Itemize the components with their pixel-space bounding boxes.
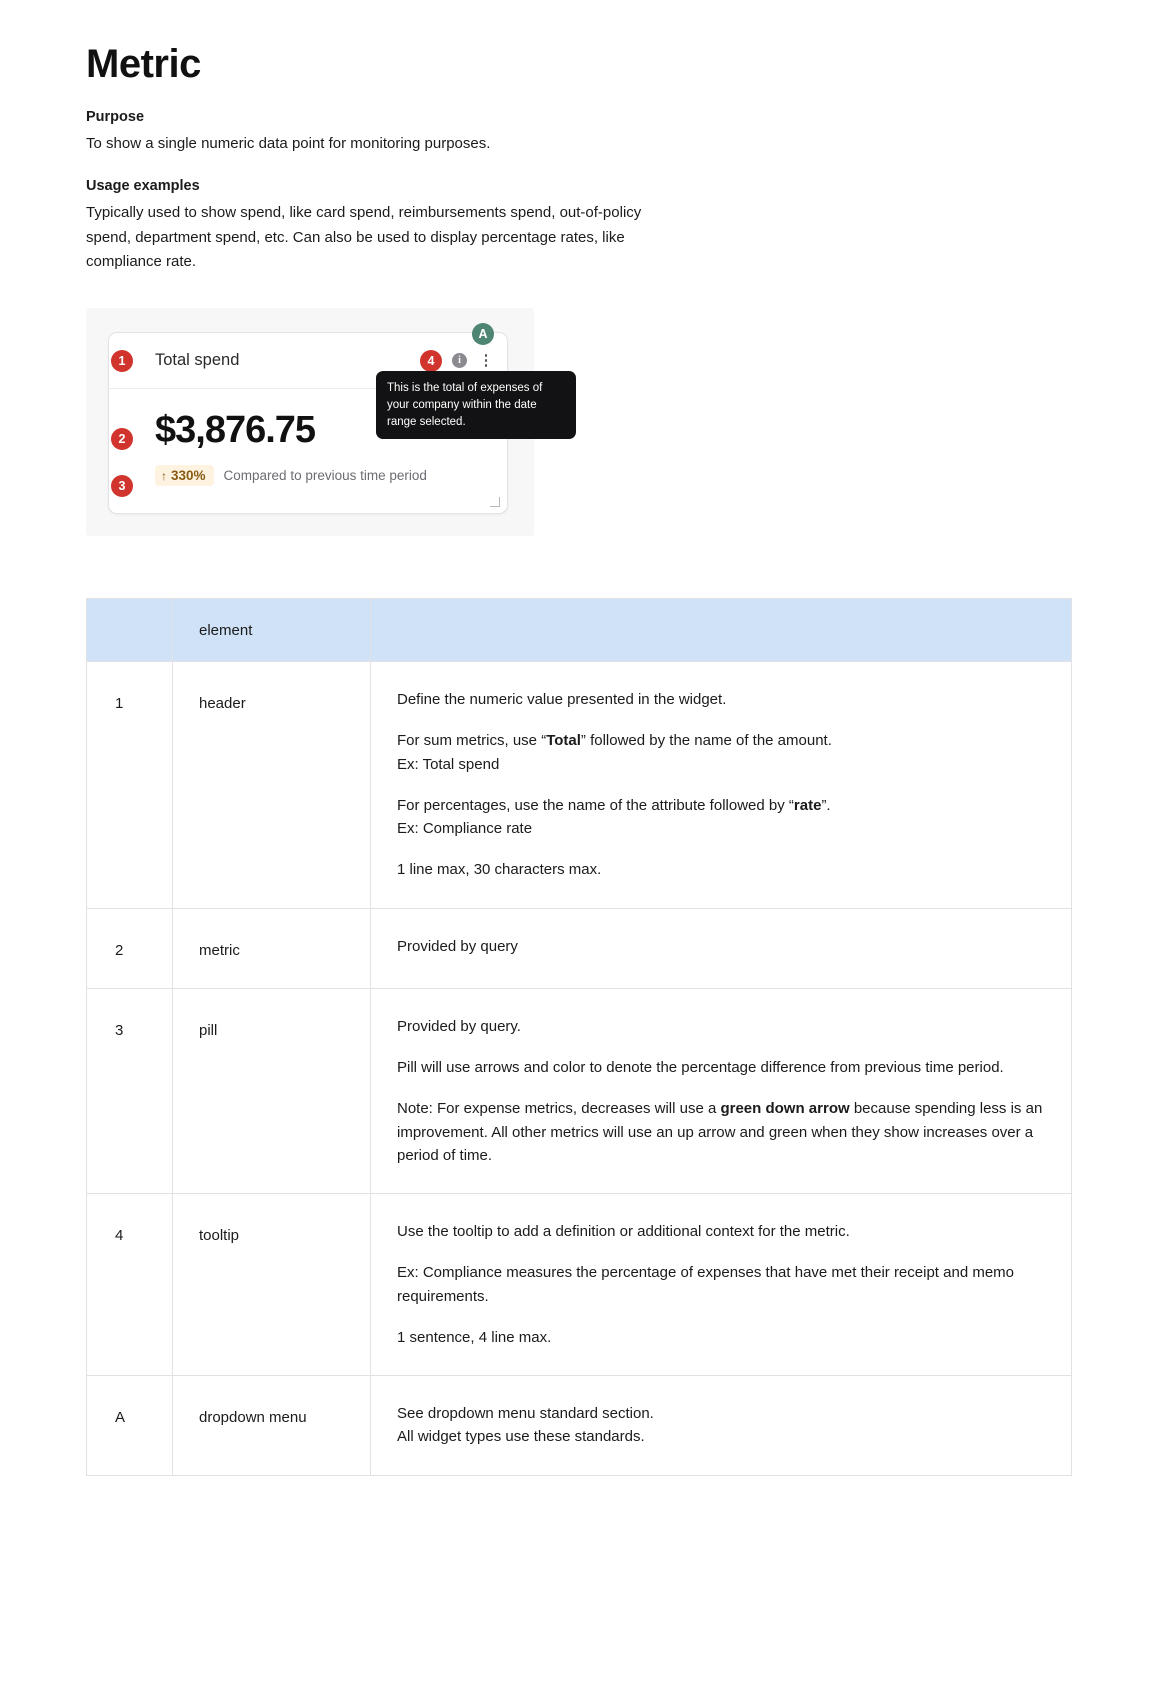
column-header-index <box>87 599 173 662</box>
table-row <box>87 988 1072 1193</box>
column-header-description <box>371 599 1072 662</box>
desc-paragraph: All widget types use these standards. <box>397 1428 645 1446</box>
desc-paragraph: 1 line max, 30 characters max. <box>397 861 602 879</box>
arrow-up-icon: ↑ <box>161 468 167 483</box>
widget-header-icons <box>452 353 493 369</box>
column-header-element: element <box>173 599 371 662</box>
row-element: pill <box>173 988 371 1193</box>
purpose-body: To show a single numeric data point for monitoring purposes. <box>86 135 491 152</box>
row-index: 4 <box>87 1194 173 1376</box>
table-row <box>87 1194 1072 1376</box>
kebab-menu-icon[interactable] <box>479 353 493 369</box>
example-widget-container <box>86 308 543 536</box>
callout-badge-3: 3 <box>111 475 133 497</box>
purpose-label: Purpose <box>86 109 145 125</box>
row-element: tooltip <box>173 1194 371 1376</box>
row-element: metric <box>173 908 371 988</box>
desc-paragraph: Pill will use arrows and color to denote the percentage difference from previous time period. <box>397 1059 1004 1077</box>
row-description <box>371 988 1072 1193</box>
callout-badge-4: 4 <box>420 350 442 372</box>
row-index: 3 <box>87 988 173 1193</box>
change-pill <box>155 465 214 486</box>
desc-paragraph: Provided by query. <box>397 1017 521 1035</box>
usage-examples-label: Usage examples <box>86 178 200 195</box>
row-description <box>371 908 1072 988</box>
desc-paragraph: For percentages, use the name of the attribute followed by “rate”. <box>397 796 831 814</box>
row-index: 1 <box>87 662 173 909</box>
desc-paragraph: For sum metrics, use “Total” followed by the name of the amount. <box>397 732 832 750</box>
row-description <box>371 1376 1072 1476</box>
desc-paragraph: 1 sentence, 4 line max. <box>397 1328 552 1346</box>
desc-paragraph: Use the tooltip to add a definition or additional context for the metric. <box>397 1223 850 1241</box>
row-element: header <box>173 662 371 909</box>
row-description <box>371 1194 1072 1376</box>
table-row <box>87 908 1072 988</box>
usage-examples-body: Typically used to show spend, like card spend, reimbursements spend, out-of-policy spend, department spend, etc. Can also be used to display percentage rates, like compliance rate. <box>86 204 642 270</box>
page-title: Metric <box>86 42 201 86</box>
pill-caption: Compared to previous time period <box>223 468 427 484</box>
desc-paragraph: Ex: Compliance rate <box>397 820 533 838</box>
info-icon[interactable]: i <box>452 353 467 368</box>
row-index: A <box>87 1376 173 1476</box>
widget-title: Total spend <box>155 351 240 370</box>
pill-value: 330% <box>171 468 206 484</box>
callout-badge-2: 2 <box>111 428 133 450</box>
tooltip-bubble: This is the total of expenses of your company within the date range selected. <box>376 371 576 439</box>
table-header-row <box>87 599 1072 662</box>
callout-badge-1: 1 <box>111 350 133 372</box>
desc-paragraph: Provided by query <box>397 937 518 955</box>
table-row <box>87 662 1072 909</box>
spec-table <box>86 598 1072 1476</box>
desc-paragraph: Define the numeric value presented in the widget. <box>397 691 727 709</box>
purpose-section <box>86 109 1092 156</box>
desc-paragraph: See dropdown menu standard section. <box>397 1405 654 1423</box>
resize-handle[interactable] <box>490 497 500 507</box>
usage-examples-section <box>86 178 1092 274</box>
table-row <box>87 1376 1072 1476</box>
row-element: dropdown menu <box>173 1376 371 1476</box>
row-description <box>371 662 1072 909</box>
desc-paragraph: Ex: Total spend <box>397 755 500 773</box>
metric-value: $3,876.75 <box>155 409 316 452</box>
desc-paragraph: Ex: Compliance measures the percentage of expenses that have met their receipt and memo requirements. <box>397 1264 1014 1305</box>
callout-badge-a: A <box>472 323 494 345</box>
row-index: 2 <box>87 908 173 988</box>
desc-paragraph: Note: For expense metrics, decreases will use a green down arrow because spending less is an improvement. All other metrics will use an up arrow and green when they show increases over a period of time. <box>397 1100 1043 1164</box>
pill-row <box>155 465 507 486</box>
